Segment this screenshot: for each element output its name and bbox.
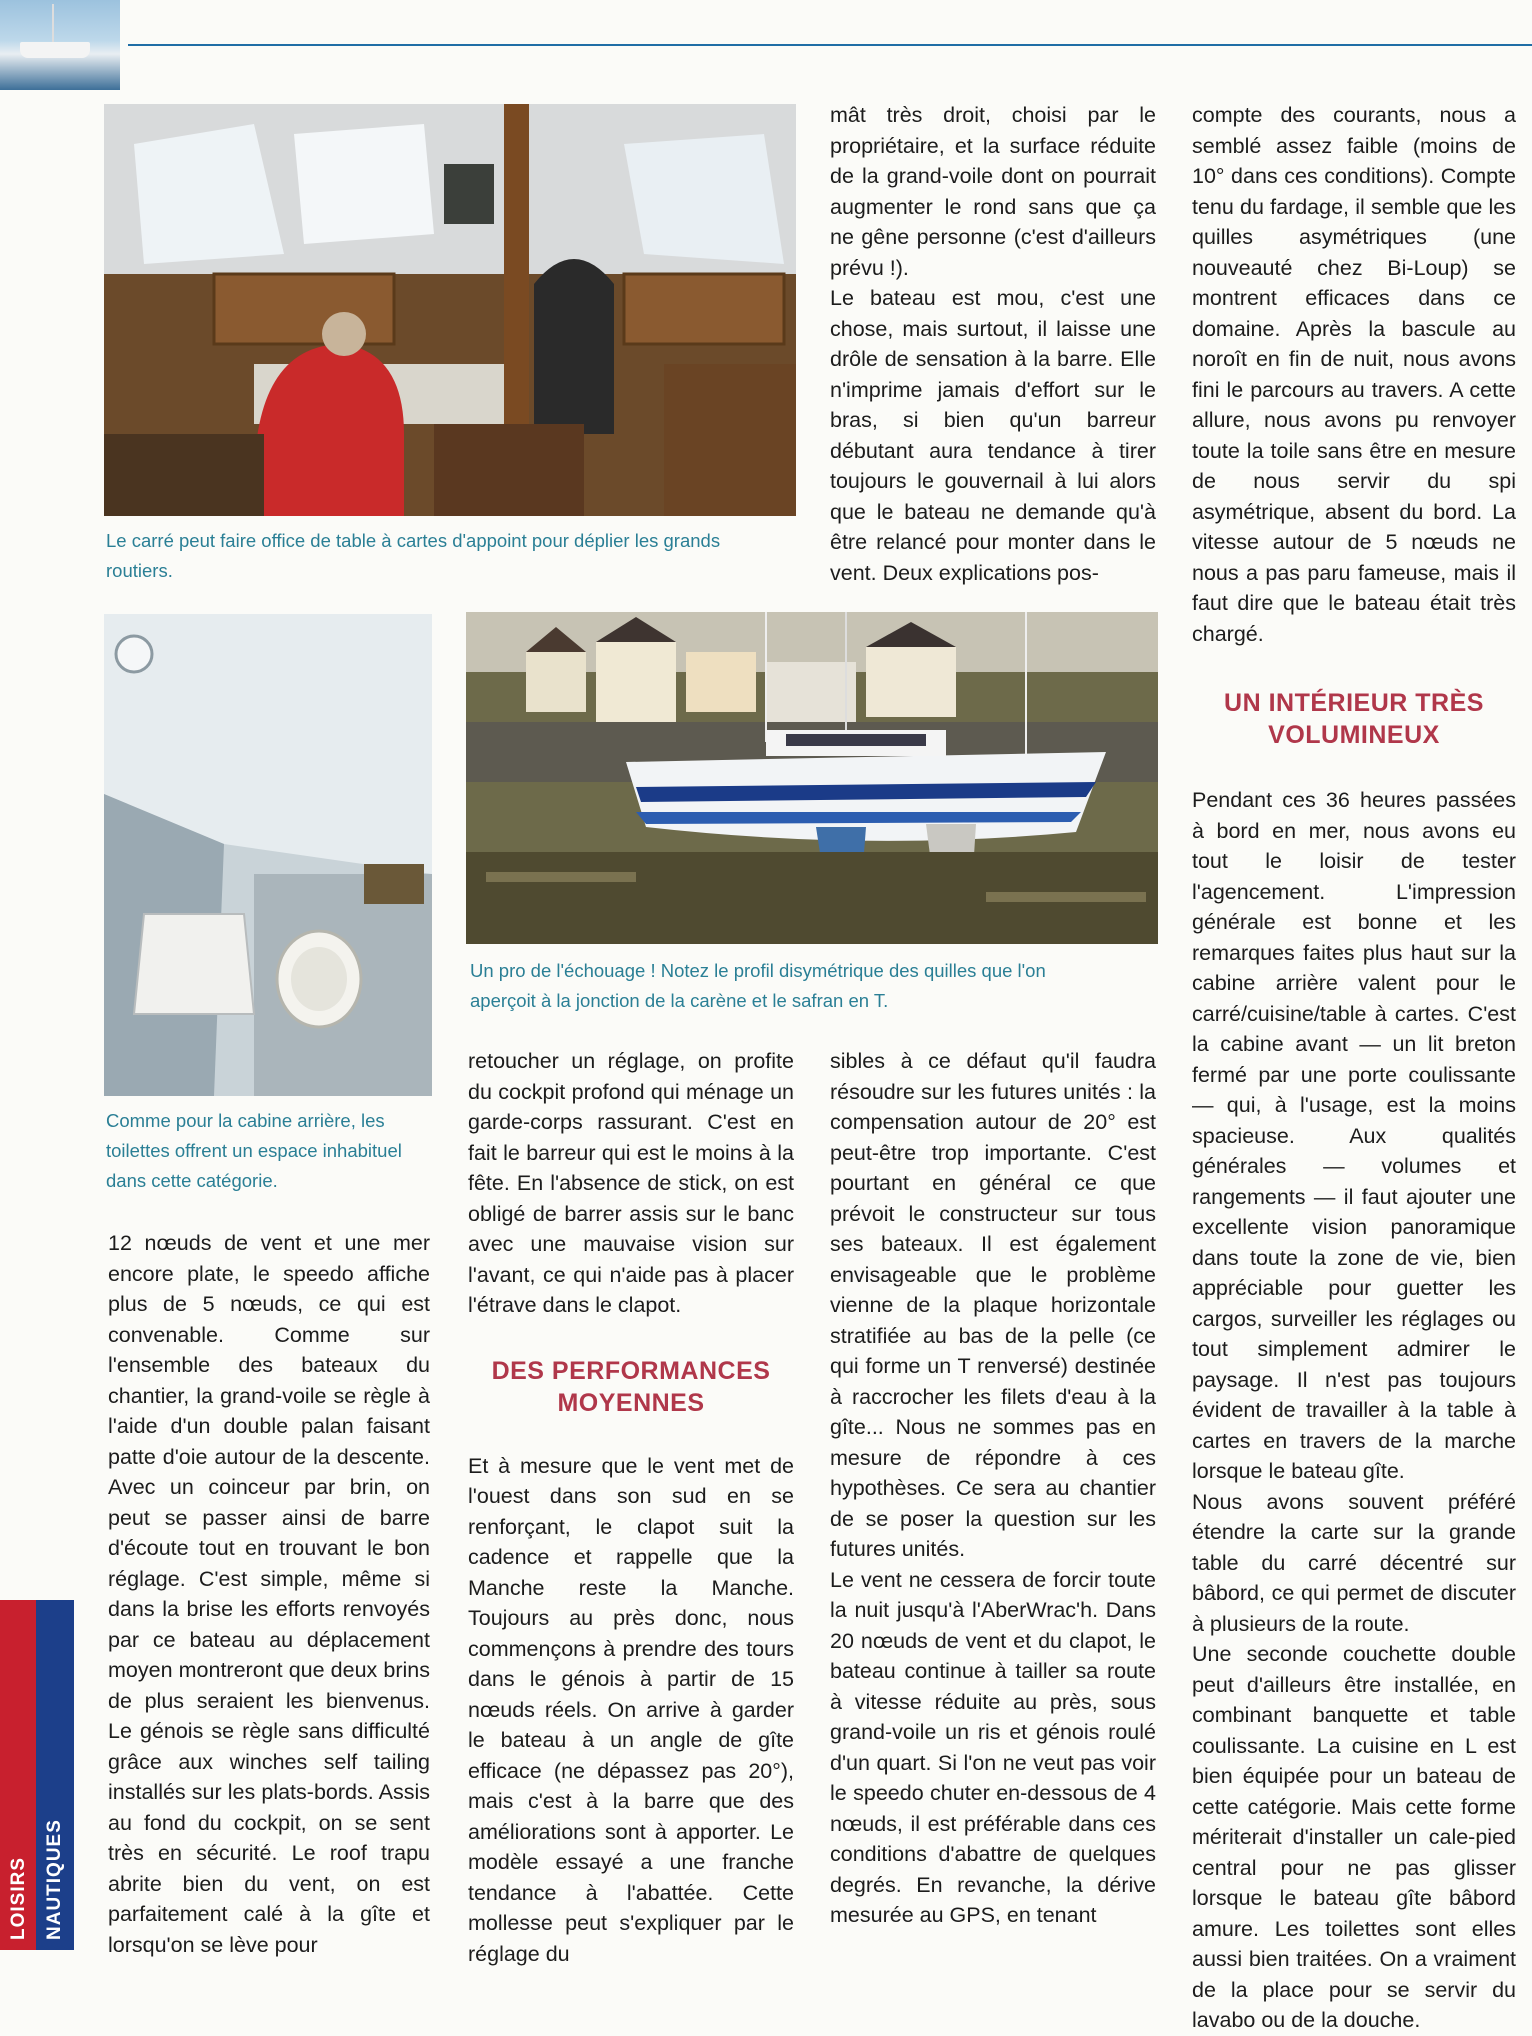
paragraph: retoucher un réglage, on profite du cockpit profond qui ménage un garde-corps rassurant. C'est en fait le barreur qui est le moins à la fête. En l'absence de stick, on est obligé de barrer assis sur le banc avec une mauvaise vision sur l'avant, ce qui n'aide pas à placer l'étrave dans le clapot. [468,1049,794,1317]
header-thumbnail-photo [0,0,120,90]
section-heading-interieur: UN INTÉRIEUR TRÈS VOLUMINEUX [1224,689,1484,749]
paragraph: 12 nœuds de vent et une mer encore plate, le speedo affiche plus de 5 nœuds, ce qui est convenable. Comme sur l'ensemble des bateaux du chantier, la grand-voile se règle à l'aide d'un double palan faisant patte d'oie autour de la descente. Avec un coinceur par brin, on peut se passer ainsi de barre d'écoute tout en trouvant le bon réglage. C'est simple, même si dans la brise les efforts renvoyés par ce bateau au déplacement moyen montreront que deux brins de plus seraient les bienvenus. Le génois se règle sans difficulté grâce aux winches self tailing installés sur les plats-bords. Assis au fond du cockpit, on se sent très en sécurité. Le roof trapu abrite bien du vent, on est parfaitement calé à la gîte et lorsqu'on se lève pour [108,1231,430,1957]
paragraph: Nous avons souvent préféré étendre la carte sur la grande table du carré décentré sur bâbord, ce qui permet de discuter à plusieurs de la route. [1192,1489,1516,1636]
magazine-logo [0,1600,74,1950]
paragraph: sibles à ce défaut qu'il faudra résoudre sur les futures unités : la compensation autour de 20° est peut-être trop importante. C'est pourtant en général ce que prévoit le constructeur sur tous ses bateaux. Il est également envisageable que le problème vienne de la plaque horizontale stratifiée au bas de la pelle (ce qui forme un T renversé) destinée à raccrocher les filets d'eau à la gîte... Nous ne sommes pas en mesure de répondre à ces hypothèses. Ce sera au chantier de se poser la question sur les futures unités. [830,1049,1156,1561]
paragraph: Le vent ne cessera de forcir toute la nuit jusqu'à l'AberWrac'h. Dans 20 nœuds de vent et du clapot, le bateau continue à tailler sa route à vitesse réduite au près, sous grand-voile un ris et génois roulé d'un quart. Si l'on ne veut pas voir le speedo chuter en-dessous de 4 nœuds, il est préférable dans ces conditions d'abattre de quelques degrés. En revanche, la dérive mesurée au GPS, en tenant [830,1567,1156,1927]
paragraph: Pendant ces 36 heures passées à bord en mer, nous avons eu tout le loisir de tester l'agencement. L'impression générale est bonne et les remarques faites plus haut sur la cabine arrière valent pour le carré/cuisine/table à cartes. C'est la cabine avant — un lit breton fermé par une porte coulissante — qui, à l'usage, est la moins spacieuse. Aux qualités générales — volumes et rangements — il faut ajouter une excellente vision panoramique dans toute la zone de vie, bien appréciable pour guetter les cargos, surveiller les réglages ou tout simplement admirer le paysage. Il n'est pas toujours évident de travailler à la table à cartes en travers de la marche lorsque le bateau gîte. [1192,788,1516,1483]
column-3-bottom-text [830,1046,1156,1931]
column-3-top-text [830,100,1156,588]
paragraph: Le bateau est mou, c'est une chose, mais surtout, il laisse une drôle de sensation à la barre. Elle n'imprime jamais d'effort sur le bras, si bien qu'un barreur débutant aura tendance à tirer toujours le gouvernail à lui alors que le bateau ne demande qu'à être relancé pour monter dans le vent. Deux explications pos- [830,286,1156,585]
caption-photo-toilet: Comme pour la cabine arrière, les toilettes offrent un espace inhabituel dans cette catégorie. [106,1110,402,1191]
section-heading-performances: DES PERFORMANCES MOYENNES [491,1356,771,1417]
paragraph: mât très droit, choisi par le propriétaire, et la surface réduite de la grand-voile dont on pourrait augmenter le rond sans que ça ne gêne personne (c'est d'ailleurs prévu !). [830,103,1156,280]
logo-text-loisirs: LOISIRS [8,1856,29,1940]
photo-saloon [104,104,796,516]
paragraph: Une seconde couchette double peut d'ailleurs être installée, en combinant banquette et table coulissante. La cuisine en L est bien équipée pour un bateau de cette catégorie. Mais cette forme mériterait d'installer un cale-pied central pour ne pas glisser lorsque le bateau gîte bâbord amure. Les toilettes sont elles aussi bien traitées. On a vraiment de la place pour se servir du lavabo ou de la douche. [1192,1642,1516,2032]
column-1-bottom-text [108,1228,430,1960]
caption-photo-saloon: Le carré peut faire office de table à cartes d'appoint pour déplier les grands routiers. [106,530,721,581]
header-rule [128,44,1532,46]
photo-toilet [104,614,432,1096]
column-4-text [1192,100,1516,2036]
caption-photo-harbour-boat: Un pro de l'échouage ! Notez le profil disymétrique des quilles que l'on aperçoit à la jonction de la carène et le safran en T. [470,960,1046,1011]
paragraph: compte des courants, nous a semblé assez faible (moins de 10° dans ces conditions). Compte tenu du fardage, il semble que les quilles asymétriques (une nouveauté chez Bi-Loup) se montrent efficaces dans ce domaine. Après la bascule au noroît en fin de nuit, nous avons fini le parcours au travers. A cette allure, nous avons pu renvoyer toute la toile sans être en mesure de nous servir du spi asymétrique, absent du bord. La vitesse autour de 5 nœuds ne nous a pas paru fameuse, mais il faut dire que le bateau était très chargé. [1192,103,1516,646]
column-2-bottom-text [468,1046,794,1969]
paragraph: Et à mesure que le vent met de l'ouest dans son sud en se renforçant, le clapot suit la cadence et rappelle que la Manche reste la Manche. Toujours au près donc, nous commençons à prendre des tours dans le génois à partir de 15 nœuds réels. On arrive à garder le bateau à un angle de gîte efficace (ne dépassez pas 20°), mais c'est à la barre que des améliorations sont à apporter. Le modèle essayé a une franche tendance à l'abattée. Cette mollesse peut s'expliquer par le réglage du [468,1453,794,1966]
logo-text-nautiques: NAUTIQUES [44,1819,65,1940]
photo-harbour-boat [466,612,1158,944]
